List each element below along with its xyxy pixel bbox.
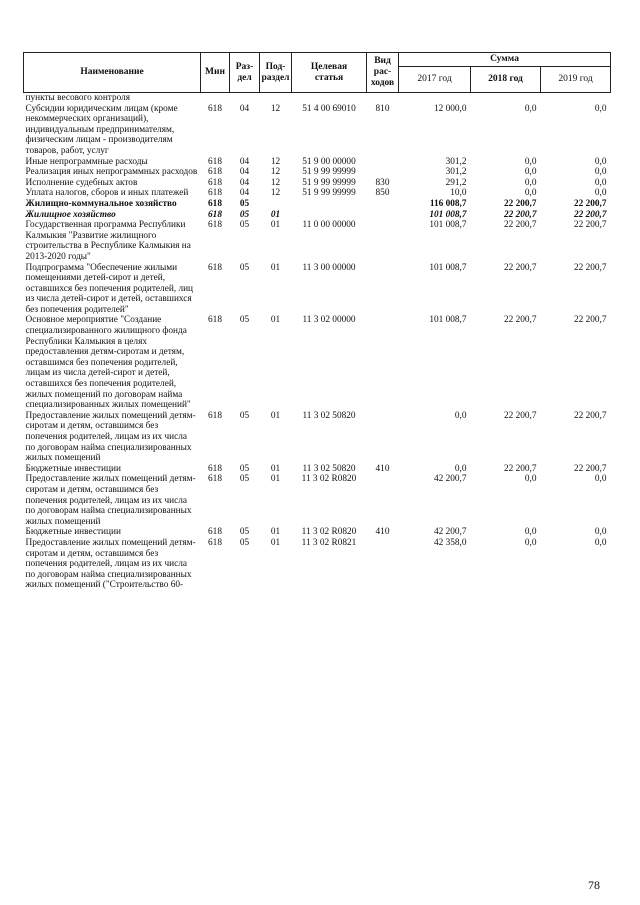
row-sum-2019: 22 200,7	[573, 315, 607, 326]
row-sum-2018: 22 200,7	[503, 220, 537, 231]
row-sum-2019: 0,0	[594, 167, 607, 178]
row-sum-2019: 22 200,7	[573, 410, 607, 421]
row-target-article	[292, 199, 367, 210]
row-podrazdel: 12	[270, 103, 281, 114]
row-expense-type	[367, 474, 399, 527]
row-expense-type	[367, 210, 399, 221]
row-razdel: 05	[239, 537, 250, 548]
row-ministry	[201, 93, 230, 104]
header-razdel: Раз- дел	[230, 53, 260, 93]
row-expense-type	[367, 167, 399, 178]
table-row	[24, 104, 611, 157]
row-expense-type	[367, 315, 399, 410]
table-row	[24, 199, 611, 210]
table-row	[24, 538, 611, 591]
table-row	[24, 178, 611, 189]
row-sum-2019: 22 200,7	[573, 209, 607, 220]
table-row	[24, 220, 611, 262]
row-expense-type	[367, 538, 399, 591]
row-sum-2017: 301,2	[445, 156, 467, 167]
row-sum-2017: 42 200,7	[433, 527, 467, 538]
row-name: Реализация иных непрограммных расходов	[25, 167, 198, 178]
row-expense-type: 850	[375, 188, 390, 199]
row-name: Бюджетные инвестиции	[25, 527, 121, 538]
row-sum-2018: 0,0	[524, 167, 537, 178]
row-sum-2019: 0,0	[594, 188, 607, 199]
header-sum: Сумма	[399, 53, 611, 67]
table-row	[24, 188, 611, 199]
row-ministry: 618	[208, 177, 222, 188]
row-sum-2017: 101 008,7	[429, 315, 467, 326]
row-razdel	[230, 93, 260, 104]
row-ministry: 618	[208, 527, 222, 538]
row-ministry: 618	[208, 463, 222, 474]
row-razdel: 05	[239, 527, 250, 538]
row-podrazdel: 12	[270, 167, 281, 178]
row-podrazdel	[260, 93, 292, 104]
row-name: Бюджетные инвестиции	[25, 463, 121, 474]
row-ministry: 618	[208, 220, 222, 231]
row-target-article: 51 9 99 99999	[302, 167, 356, 178]
row-target-article: 51 9 99 99999	[302, 177, 356, 188]
row-target-article	[292, 210, 367, 221]
row-podrazdel: 12	[270, 188, 281, 199]
row-sum-2017: 42 200,7	[433, 474, 467, 485]
row-ministry: 618	[208, 474, 222, 485]
row-sum-2017: 101 008,7	[429, 209, 467, 220]
table-row	[24, 474, 611, 527]
row-razdel: 05	[239, 262, 250, 273]
row-name: Жилищное хозяйство	[25, 209, 116, 220]
row-target-article	[292, 93, 367, 104]
row-target-article: 51 9 00 00000	[302, 156, 356, 167]
row-razdel: 04	[239, 156, 250, 167]
row-podrazdel: 01	[270, 527, 281, 538]
row-ministry: 618	[208, 410, 222, 421]
row-sum-2018: 0,0	[524, 103, 537, 114]
row-target-article: 11 3 02 50820	[302, 410, 356, 421]
header-expense-type: Вид рас- ходов	[367, 53, 399, 93]
row-sum-2018: 0,0	[524, 177, 537, 188]
table-row	[24, 315, 611, 410]
header-target-article: Целевая статья	[292, 53, 367, 93]
header-min: Мин	[201, 53, 230, 93]
row-sum-2018: 0,0	[524, 156, 537, 167]
row-target-article: 51 9 99 99999	[302, 188, 356, 199]
row-sum-2017: 10,0	[450, 188, 467, 199]
row-sum-2018: 0,0	[524, 188, 537, 199]
row-target-article: 11 3 00 00000	[302, 262, 356, 273]
row-sum-2019: 22 200,7	[573, 198, 607, 209]
row-sum-2019: 0,0	[594, 537, 607, 548]
table-body	[24, 93, 611, 591]
row-sum-2019: 22 200,7	[573, 463, 607, 474]
row-expense-type	[367, 93, 399, 104]
row-expense-type	[367, 199, 399, 210]
row-name: Иные непрограммные расходы	[25, 156, 148, 167]
row-ministry: 618	[208, 167, 222, 178]
table-row	[24, 263, 611, 316]
row-name: Государственная программа Республики Калмыкия "Развитие жилищного строительства в Республике Калмыкия на 2013-2020 годы"	[25, 220, 191, 262]
row-target-article: 11 3 02 50820	[302, 463, 356, 474]
header-2018: 2018 год	[471, 67, 541, 93]
row-ministry: 618	[208, 198, 222, 209]
table-row	[24, 411, 611, 464]
row-razdel: 05	[239, 410, 250, 421]
table-row	[24, 167, 611, 178]
row-ministry: 618	[208, 209, 222, 220]
row-target-article: 51 4 00 69010	[302, 103, 356, 114]
header-2019: 2019 год	[541, 67, 611, 93]
row-sum-2017: 12 000,0	[433, 103, 467, 114]
row-sum-2018: 0,0	[524, 537, 537, 548]
row-razdel: 04	[239, 167, 250, 178]
row-razdel: 04	[239, 188, 250, 199]
page-number: 78	[588, 878, 600, 892]
row-ministry: 618	[208, 537, 222, 548]
row-ministry: 618	[208, 156, 222, 167]
row-razdel: 05	[239, 463, 250, 474]
row-sum-2018: 22 200,7	[503, 209, 537, 220]
row-expense-type	[367, 220, 399, 262]
row-name: Предоставление жилых помещений детям-сиротам и детям, оставшимся без попечения родителей, лицам из их числа по договорам найма специализированных жилых помещений	[25, 474, 196, 527]
row-razdel: 05	[239, 220, 250, 231]
row-podrazdel: 01	[270, 474, 281, 485]
row-name: Предоставление жилых помещений детям-сиротам и детям, оставшимся без попечения родителей, лицам из их числа по договорам найма специализированных жилых помещений	[25, 410, 196, 464]
row-podrazdel	[260, 199, 292, 210]
row-sum-2017: 301,2	[445, 167, 467, 178]
row-sum-2017: 116 008,7	[429, 198, 467, 209]
row-razdel: 04	[239, 177, 250, 188]
row-podrazdel: 01	[270, 315, 281, 326]
row-podrazdel: 01	[270, 209, 281, 220]
row-expense-type: 410	[375, 463, 390, 474]
row-ministry: 618	[208, 315, 222, 326]
row-sum-2017	[399, 93, 471, 104]
header-2017: 2017 год	[399, 67, 471, 93]
row-target-article: 11 3 02 00000	[302, 315, 356, 326]
row-razdel: 05	[239, 474, 250, 485]
row-sum-2018: 0,0	[524, 527, 537, 538]
row-ministry: 618	[208, 262, 222, 273]
row-sum-2019: 0,0	[594, 527, 607, 538]
header-podrazdel: Под- раздел	[260, 53, 292, 93]
row-sum-2017: 42 358,0	[433, 537, 467, 548]
row-sum-2017: 101 008,7	[429, 262, 467, 273]
row-sum-2017: 0,0	[454, 410, 467, 421]
row-sum-2019: 0,0	[594, 177, 607, 188]
row-sum-2018: 22 200,7	[503, 410, 537, 421]
row-name: Исполнение судебных актов	[25, 177, 138, 188]
row-razdel: 05	[239, 209, 250, 220]
row-sum-2018: 22 200,7	[503, 262, 537, 273]
row-sum-2018	[471, 93, 541, 104]
row-sum-2018: 22 200,7	[503, 463, 537, 474]
row-ministry: 618	[208, 188, 222, 199]
row-target-article: 11 3 02 R0820	[301, 527, 357, 538]
row-sum-2019: 22 200,7	[573, 262, 607, 273]
row-sum-2017: 291,2	[445, 177, 467, 188]
table-row	[24, 93, 611, 104]
row-name: Подпрограмма "Обеспечение жилыми помещениями детей-сирот и детей, оставшихся без попечения родителей, лиц из числа детей-сирот и детей, оставшихся без попечения родителей"	[25, 262, 194, 315]
row-sum-2018: 0,0	[524, 474, 537, 485]
row-razdel: 05	[239, 315, 250, 326]
table-row	[24, 464, 611, 475]
row-target-article: 11 0 00 00000	[302, 220, 356, 231]
row-sum-2019	[541, 93, 611, 104]
row-sum-2018: 22 200,7	[503, 198, 537, 209]
row-target-article: 11 3 02 R0821	[301, 537, 357, 548]
row-expense-type: 410	[375, 527, 390, 538]
row-razdel: 05	[239, 198, 250, 209]
row-podrazdel: 01	[270, 220, 281, 231]
row-name: Уплата налогов, сборов и иных платежей	[25, 188, 189, 199]
row-podrazdel: 01	[270, 537, 281, 548]
row-sum-2018: 22 200,7	[503, 315, 537, 326]
row-sum-2019: 0,0	[594, 103, 607, 114]
row-podrazdel: 12	[270, 177, 281, 188]
row-name: Предоставление жилых помещений детям-сиротам и детям, оставшимся без попечения родителей, лицам из их числа по договорам найма специализированных жилых помещений ("Строительство 60-	[25, 537, 196, 591]
row-podrazdel: 01	[270, 463, 281, 474]
budget-table	[23, 52, 611, 591]
table-row	[24, 210, 611, 221]
table-row	[24, 527, 611, 538]
row-sum-2017: 0,0	[454, 463, 467, 474]
row-podrazdel: 12	[270, 156, 281, 167]
row-podrazdel: 01	[270, 262, 281, 273]
row-name: Основное мероприятие "Создание специализированного жилищного фонда Республики Калмыкия в целях предоставления детям-сиротам и детям, оставшимся без попечения родителей, лицам из числа детей-сирот и детей, оставшихся без попечения родителей, жилых помещений по договорам найма специализированных жилых помещений"	[25, 315, 191, 411]
row-expense-type	[367, 157, 399, 168]
row-expense-type: 830	[375, 177, 390, 188]
header-name: Наименование	[24, 53, 201, 93]
row-sum-2019: 0,0	[594, 156, 607, 167]
row-expense-type	[367, 263, 399, 316]
row-sum-2019: 22 200,7	[573, 220, 607, 231]
row-razdel: 04	[239, 103, 250, 114]
row-sum-2017: 101 008,7	[429, 220, 467, 231]
row-name: Субсидии юридическим лицам (кроме некоммерческих организаций), индивидуальным предпринимателям, физическим лицам - производителям товаров, работ, услуг	[25, 103, 178, 156]
table-row	[24, 157, 611, 168]
row-podrazdel: 01	[270, 410, 281, 421]
table-header	[24, 53, 611, 93]
row-sum-2019: 0,0	[594, 474, 607, 485]
row-name: Жилищно-коммунальное хозяйство	[25, 198, 177, 209]
row-name: пункты весового контроля	[25, 93, 131, 103]
row-expense-type	[367, 411, 399, 464]
row-expense-type: 810	[375, 103, 390, 114]
row-ministry: 618	[208, 103, 222, 114]
row-target-article: 11 3 02 R0820	[301, 474, 357, 485]
